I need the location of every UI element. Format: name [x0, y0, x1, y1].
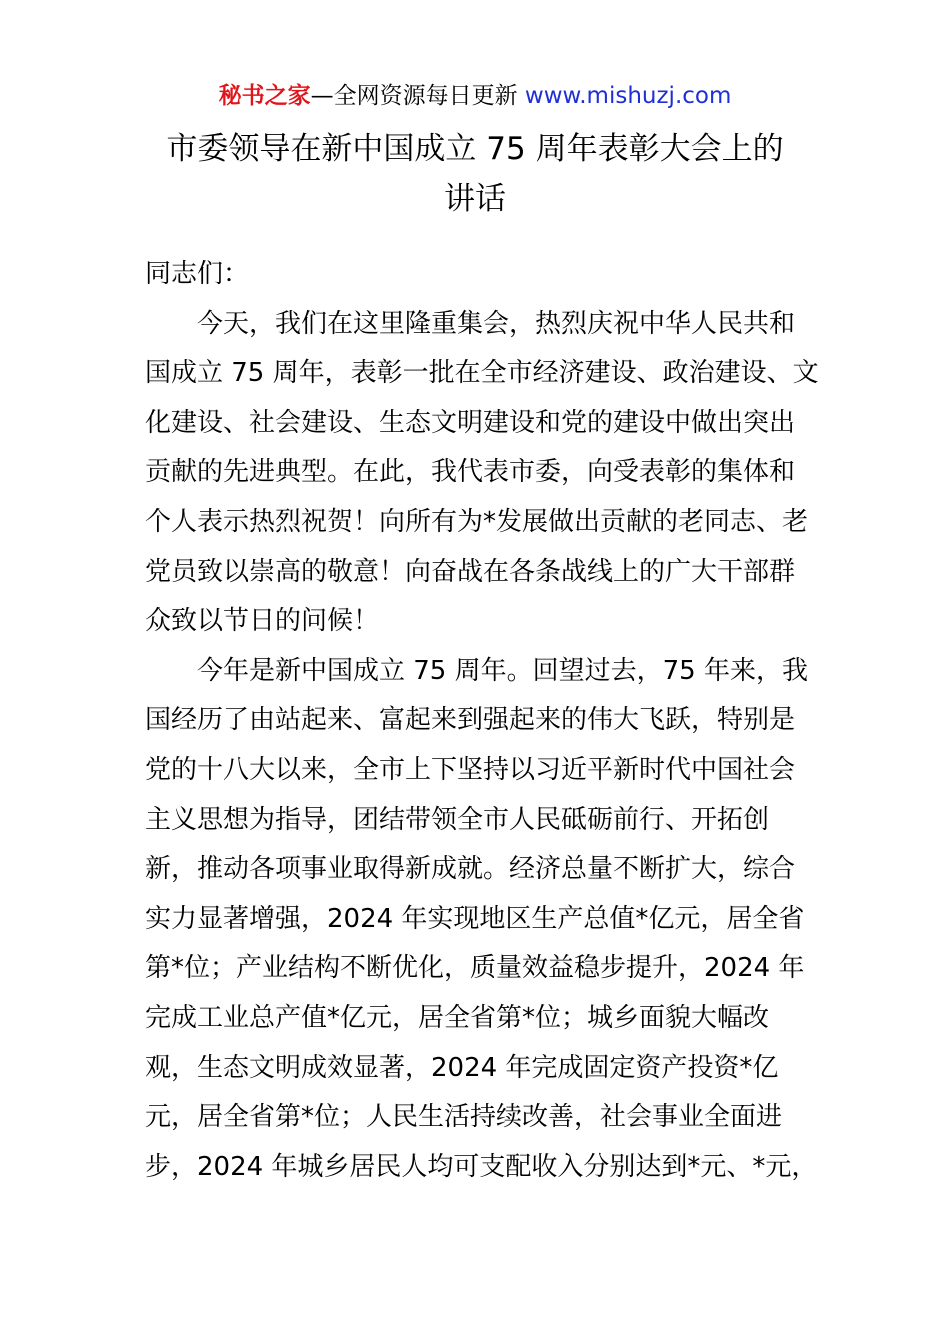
- site-url-link[interactable]: www.mishuzj.com: [524, 83, 732, 109]
- paragraph-2: [145, 647, 818, 1193]
- paragraph-line: 党的十八大以来，全市上下坚持以习近平新时代中国社会: [145, 754, 796, 785]
- document-body: [145, 250, 819, 1192]
- paragraph-line: 今年是新中国成立 75 周年。回望过去，75 年来，我: [197, 655, 808, 686]
- paragraph-line: 今天，我们在这里隆重集会，热烈庆祝中华人民共和: [197, 308, 796, 339]
- paragraph-line: 化建设、社会建设、生态文明建设和党的建设中做出突出: [145, 407, 796, 438]
- paragraph-line: 党员致以崇高的敬意！向奋战在各条战线上的广大干部群: [145, 556, 796, 587]
- paragraph-line: 步，2024 年城乡居民人均可支配收入分别达到*元、*元，: [145, 1151, 818, 1182]
- paragraph-line: 众致以节日的问候！: [145, 606, 380, 637]
- paragraph-line: 国经历了由站起来、富起来到强起来的伟大飞跃，特别是: [145, 705, 796, 736]
- paragraph-line: 观，生态文明成效显著，2024 年完成固定资产投资*亿: [145, 1052, 779, 1083]
- site-banner: [0, 80, 950, 112]
- site-tagline: —全网资源每日更新: [310, 83, 525, 109]
- paragraph-line: 完成工业总产值*亿元，居全省第*位；城乡面貌大幅改: [145, 1002, 770, 1033]
- paragraph-line: 贡献的先进典型。在此，我代表市委，向受表彰的集体和: [145, 457, 796, 488]
- salutation: 同志们：: [145, 259, 250, 289]
- paragraph-line: 元，居全省第*位；人民生活持续改善，社会事业全面进: [145, 1102, 783, 1133]
- paragraph-line: 实力显著增强，2024 年实现地区生产总值*亿元，居全省: [145, 903, 805, 934]
- paragraph-line: 第*位；产业结构不断优化，质量效益稳步提升，2024 年: [145, 953, 805, 984]
- paragraph-1: [145, 300, 819, 647]
- document-title: [0, 124, 950, 224]
- site-brand-name: 秘书之家: [218, 83, 311, 109]
- document-title-line-1: 市委领导在新中国成立 75 周年表彰大会上的: [166, 131, 784, 167]
- paragraph-line: 个人表示热烈祝贺！向所有为*发展做出贡献的老同志、老: [145, 506, 809, 537]
- paragraph-line: 主义思想为指导，团结带领全市人民砥砺前行、开拓创: [145, 804, 770, 835]
- paragraph-line: 国成立 75 周年，表彰一批在全市经济建设、政治建设、文: [145, 358, 819, 389]
- document-title-line-2: 讲话: [444, 181, 506, 217]
- paragraph-line: 新，推动各项事业取得新成就。经济总量不断扩大，综合: [145, 854, 796, 885]
